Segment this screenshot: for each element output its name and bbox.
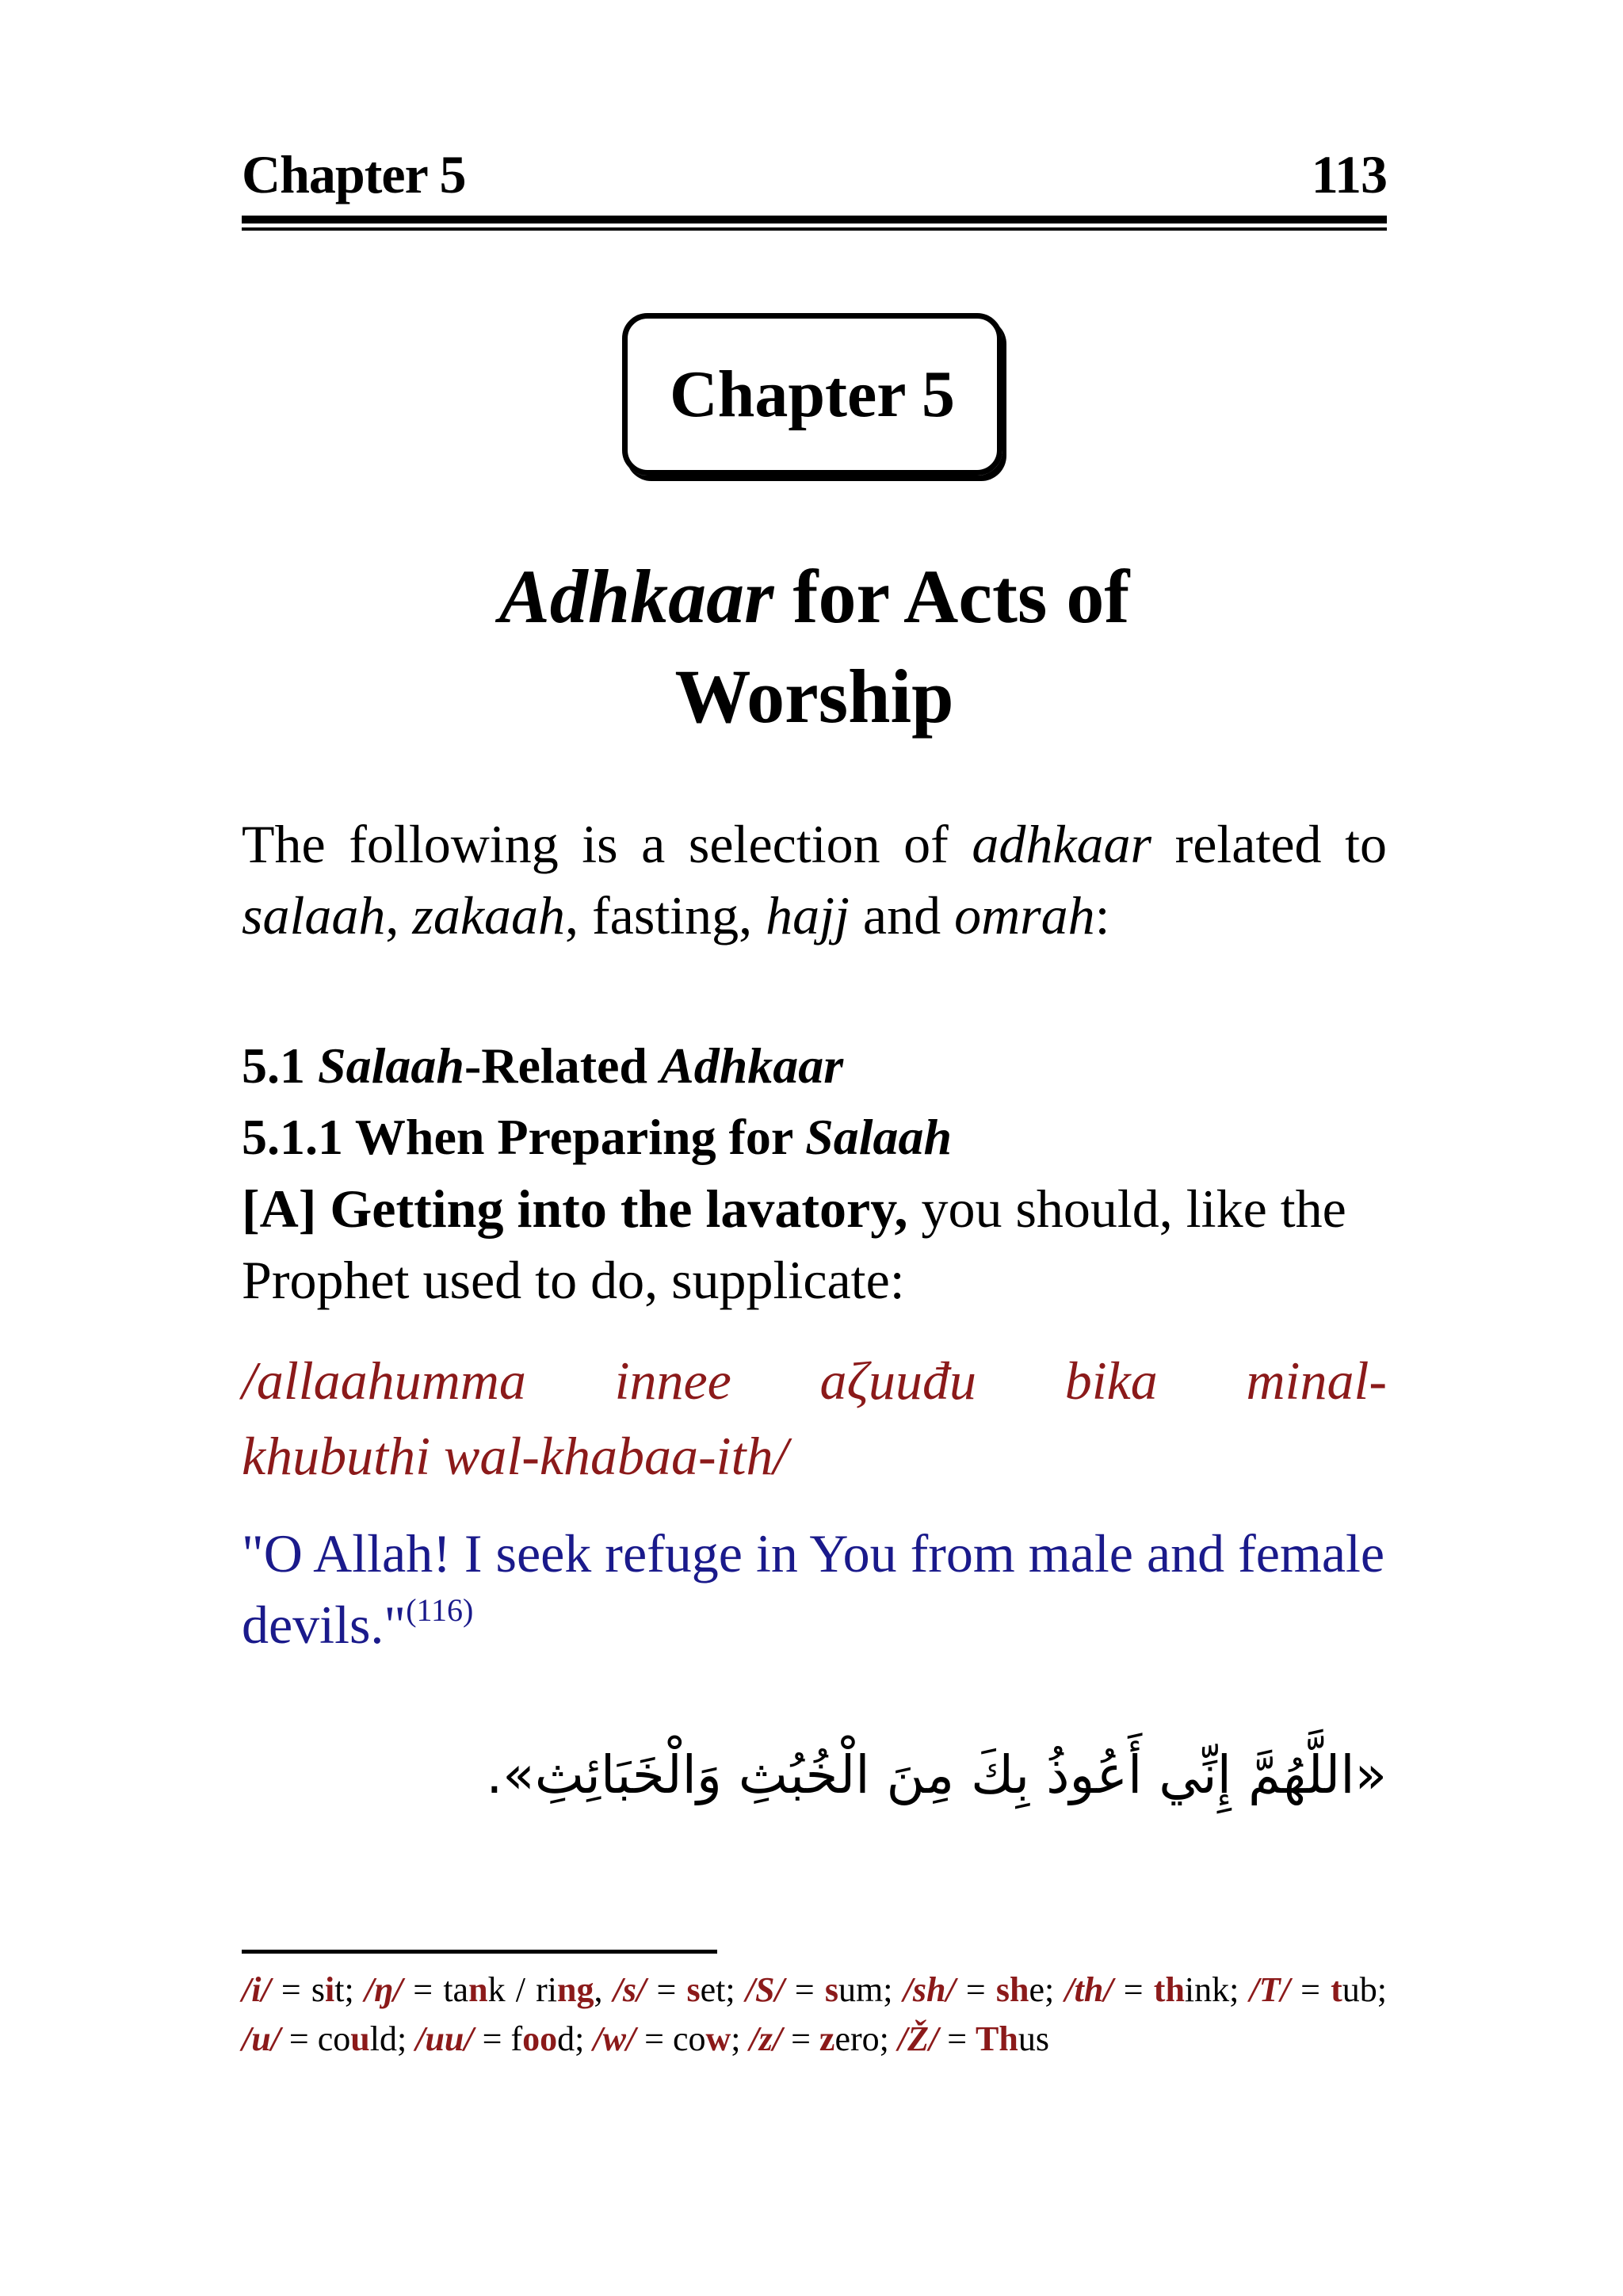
fn-eq: = (403, 1970, 444, 2009)
section-heading-5-1 (242, 1030, 1387, 1102)
fn-sep: , (594, 1970, 613, 2009)
page-number: 113 (1311, 144, 1387, 204)
intro-zakaah: zakaah (412, 885, 566, 946)
fn-word: d (557, 2019, 575, 2058)
fn-hl: i (325, 1970, 335, 2009)
fn-word: ub (1342, 1970, 1377, 2009)
intro-hajj: hajj (766, 885, 850, 946)
fn-eq: = (280, 2019, 318, 2058)
fn-sym: /s/ (613, 1970, 647, 2009)
fn-hl: t (1331, 1970, 1342, 2009)
fn-sym: /Ž/ (897, 2019, 939, 2058)
fn-eq: = (270, 1970, 311, 2009)
fn-hl: s (824, 1970, 839, 2009)
fn-eq: = (636, 2019, 673, 2058)
fn-word: s (311, 1970, 325, 2009)
book-page (242, 0, 1387, 2296)
instruction-paragraph (242, 1173, 1387, 1316)
fn-eq: = (1113, 1970, 1154, 2009)
intro-adhkaar: adhkaar (972, 814, 1152, 874)
intro-omrah: omrah (954, 885, 1095, 946)
running-head-chapter: Chapter 5 (242, 144, 466, 204)
fn-sym: /ŋ/ (364, 1970, 403, 2009)
fn-word: t (334, 1970, 345, 2009)
fn-sym: /sh/ (903, 1970, 956, 2009)
fn-hl: Th (976, 2019, 1018, 2058)
intro-text-5: : (1094, 885, 1110, 946)
fn-eq: = (784, 1970, 825, 2009)
arabic-supplication: «اللَّهُمَّ إِنِّي أَعُوذُ بِكَ مِنَ الْخُبُثِ وَالْخَبَائِثِ». (486, 1744, 1387, 1805)
header-rule-thick (242, 216, 1387, 223)
fn-word: ld (369, 2019, 397, 2058)
fn-hl: w (705, 2019, 731, 2058)
transliteration (242, 1343, 1387, 1494)
fn-eq: = (646, 1970, 687, 2009)
footnote-ref[interactable]: (116) (406, 1592, 474, 1628)
fn-word: et (700, 1970, 726, 2009)
fn-word: e (1029, 1970, 1045, 2009)
fn-sym: /i/ (242, 1970, 271, 2009)
fn-hl: th (1153, 1970, 1185, 2009)
fn-sep: ; (883, 1970, 903, 2009)
chapter-label: Chapter 5 (669, 357, 956, 431)
transliteration-line-1: /allaahumma innee aζuuđu bika minal- (242, 1350, 1387, 1411)
intro-text-2: related to (1151, 814, 1387, 874)
chapter-title (242, 547, 1387, 747)
intro-salaah: salaah (242, 885, 386, 946)
fn-hl: oo (522, 2019, 558, 2058)
title-italic-word: Adhkaar (498, 554, 774, 639)
fn-sym: /w/ (593, 2019, 636, 2058)
fn-sym: /z/ (749, 2019, 783, 2058)
fn-hl: sh (995, 1970, 1029, 2009)
fn-hl: z (819, 2019, 835, 2058)
fn-sym: /uu/ (415, 2019, 474, 2058)
fn-word: ero (834, 2019, 880, 2058)
running-head (242, 144, 1387, 204)
fn-word: f (510, 2019, 523, 2058)
fn-eq: = (955, 1970, 996, 2009)
fn-sym: /S/ (745, 1970, 785, 2009)
footnote-pronunciation-key (242, 1966, 1387, 2064)
fn-sym: /th/ (1064, 1970, 1113, 2009)
fn-sep: ; (1229, 1970, 1250, 2009)
intro-text-3: , fasting, (565, 885, 766, 946)
fn-word: ta (443, 1970, 469, 2009)
fn-eq: = (938, 2019, 976, 2058)
chapter-label-box (622, 313, 1002, 476)
fn-word: ink (1184, 1970, 1230, 2009)
instruction-rest: you should, like the Prophet used to do, supplicate: (242, 1179, 1346, 1310)
fn-eq: = (473, 2019, 511, 2058)
header-rule-thin (242, 227, 1387, 231)
fn-sym: /u/ (242, 2019, 281, 2058)
fn-sep: ; (1377, 1970, 1387, 2009)
fn-hl: ng (557, 1970, 594, 2009)
fn-word: us (1018, 2019, 1049, 2058)
fn-hl: s (686, 1970, 701, 2009)
title-line2: Worship (674, 654, 954, 739)
title-line1-rest: for Acts of (773, 554, 1130, 639)
translation (242, 1518, 1387, 1660)
fn-eq: = (782, 2019, 819, 2058)
fn-hl: u (350, 2019, 370, 2058)
transliteration-line-2: khubuthi wal-khabaa-ith/ (242, 1426, 789, 1486)
section-heading-5-1-1 (242, 1102, 1387, 1173)
footnote-rule (242, 1950, 717, 1954)
fn-sep: ; (344, 1970, 365, 2009)
fn-word: um (838, 1970, 884, 2009)
fn-sep: ; (725, 1970, 746, 2009)
instruction-bold: [A] Getting into the lavatory, (242, 1179, 908, 1239)
fn-sep: ; (397, 2019, 416, 2058)
s2-prefix: 5.1.1 When Preparing for (242, 1109, 806, 1165)
s1-italic-2: Adhkaar (660, 1037, 844, 1094)
intro-text-1: The following is a selection of (242, 814, 972, 874)
fn-sep: ; (879, 2019, 898, 2058)
s1-mid: -Related (464, 1037, 660, 1094)
fn-eq: = (1289, 1970, 1331, 2009)
s1-num: 5.1 (242, 1037, 318, 1094)
fn-sep: ; (575, 2019, 594, 2058)
translation-text: "O Allah! I seek refuge in You from male and female devils." (242, 1523, 1385, 1655)
intro-text-4: and (849, 885, 955, 946)
fn-word: co (672, 2019, 706, 2058)
fn-word: co (317, 2019, 351, 2058)
s2-italic: Salaah (805, 1109, 953, 1165)
fn-word: k / ri (487, 1970, 558, 2009)
s1-italic-1: Salaah (318, 1037, 464, 1094)
intro-comma: , (385, 885, 413, 946)
intro-paragraph (242, 808, 1387, 951)
fn-sep: ; (1044, 1970, 1065, 2009)
fn-hl: n (468, 1970, 488, 2009)
fn-sep: ; (731, 2019, 750, 2058)
fn-sym: /T/ (1249, 1970, 1290, 2009)
